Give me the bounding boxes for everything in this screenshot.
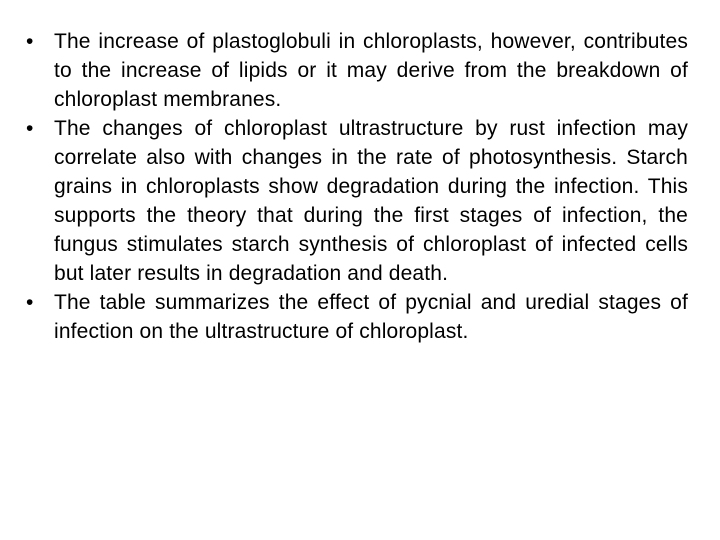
bullet-text: The table summarizes the effect of pycnial and uredial stages of infection on the ultrastructure of chloroplast. — [54, 291, 688, 343]
bullet-text: The increase of plastoglobuli in chloroplasts, however, contributes to the increase of lipids or it may derive from the breakdown of chloroplast membranes. — [54, 30, 688, 111]
bullet-icon: • — [26, 291, 34, 314]
bullet-item-photosynthesis — [26, 114, 688, 288]
bullet-list — [26, 27, 688, 346]
bullet-item-plastoglobuli — [26, 27, 688, 114]
bullet-icon: • — [26, 30, 34, 53]
bullet-text: The changes of chloroplast ultrastructure by rust infection may correlate also with changes in the rate of photosynthesis. Starch grains in chloroplasts show degradation during the infection. This supports the theory that during the first stages of infection, the fungus stimulates starch synthesis of chloroplast of infected cells but later results in degradation and death. — [54, 117, 688, 285]
bullet-item-table-summary — [26, 288, 688, 346]
bullet-icon: • — [26, 117, 34, 140]
